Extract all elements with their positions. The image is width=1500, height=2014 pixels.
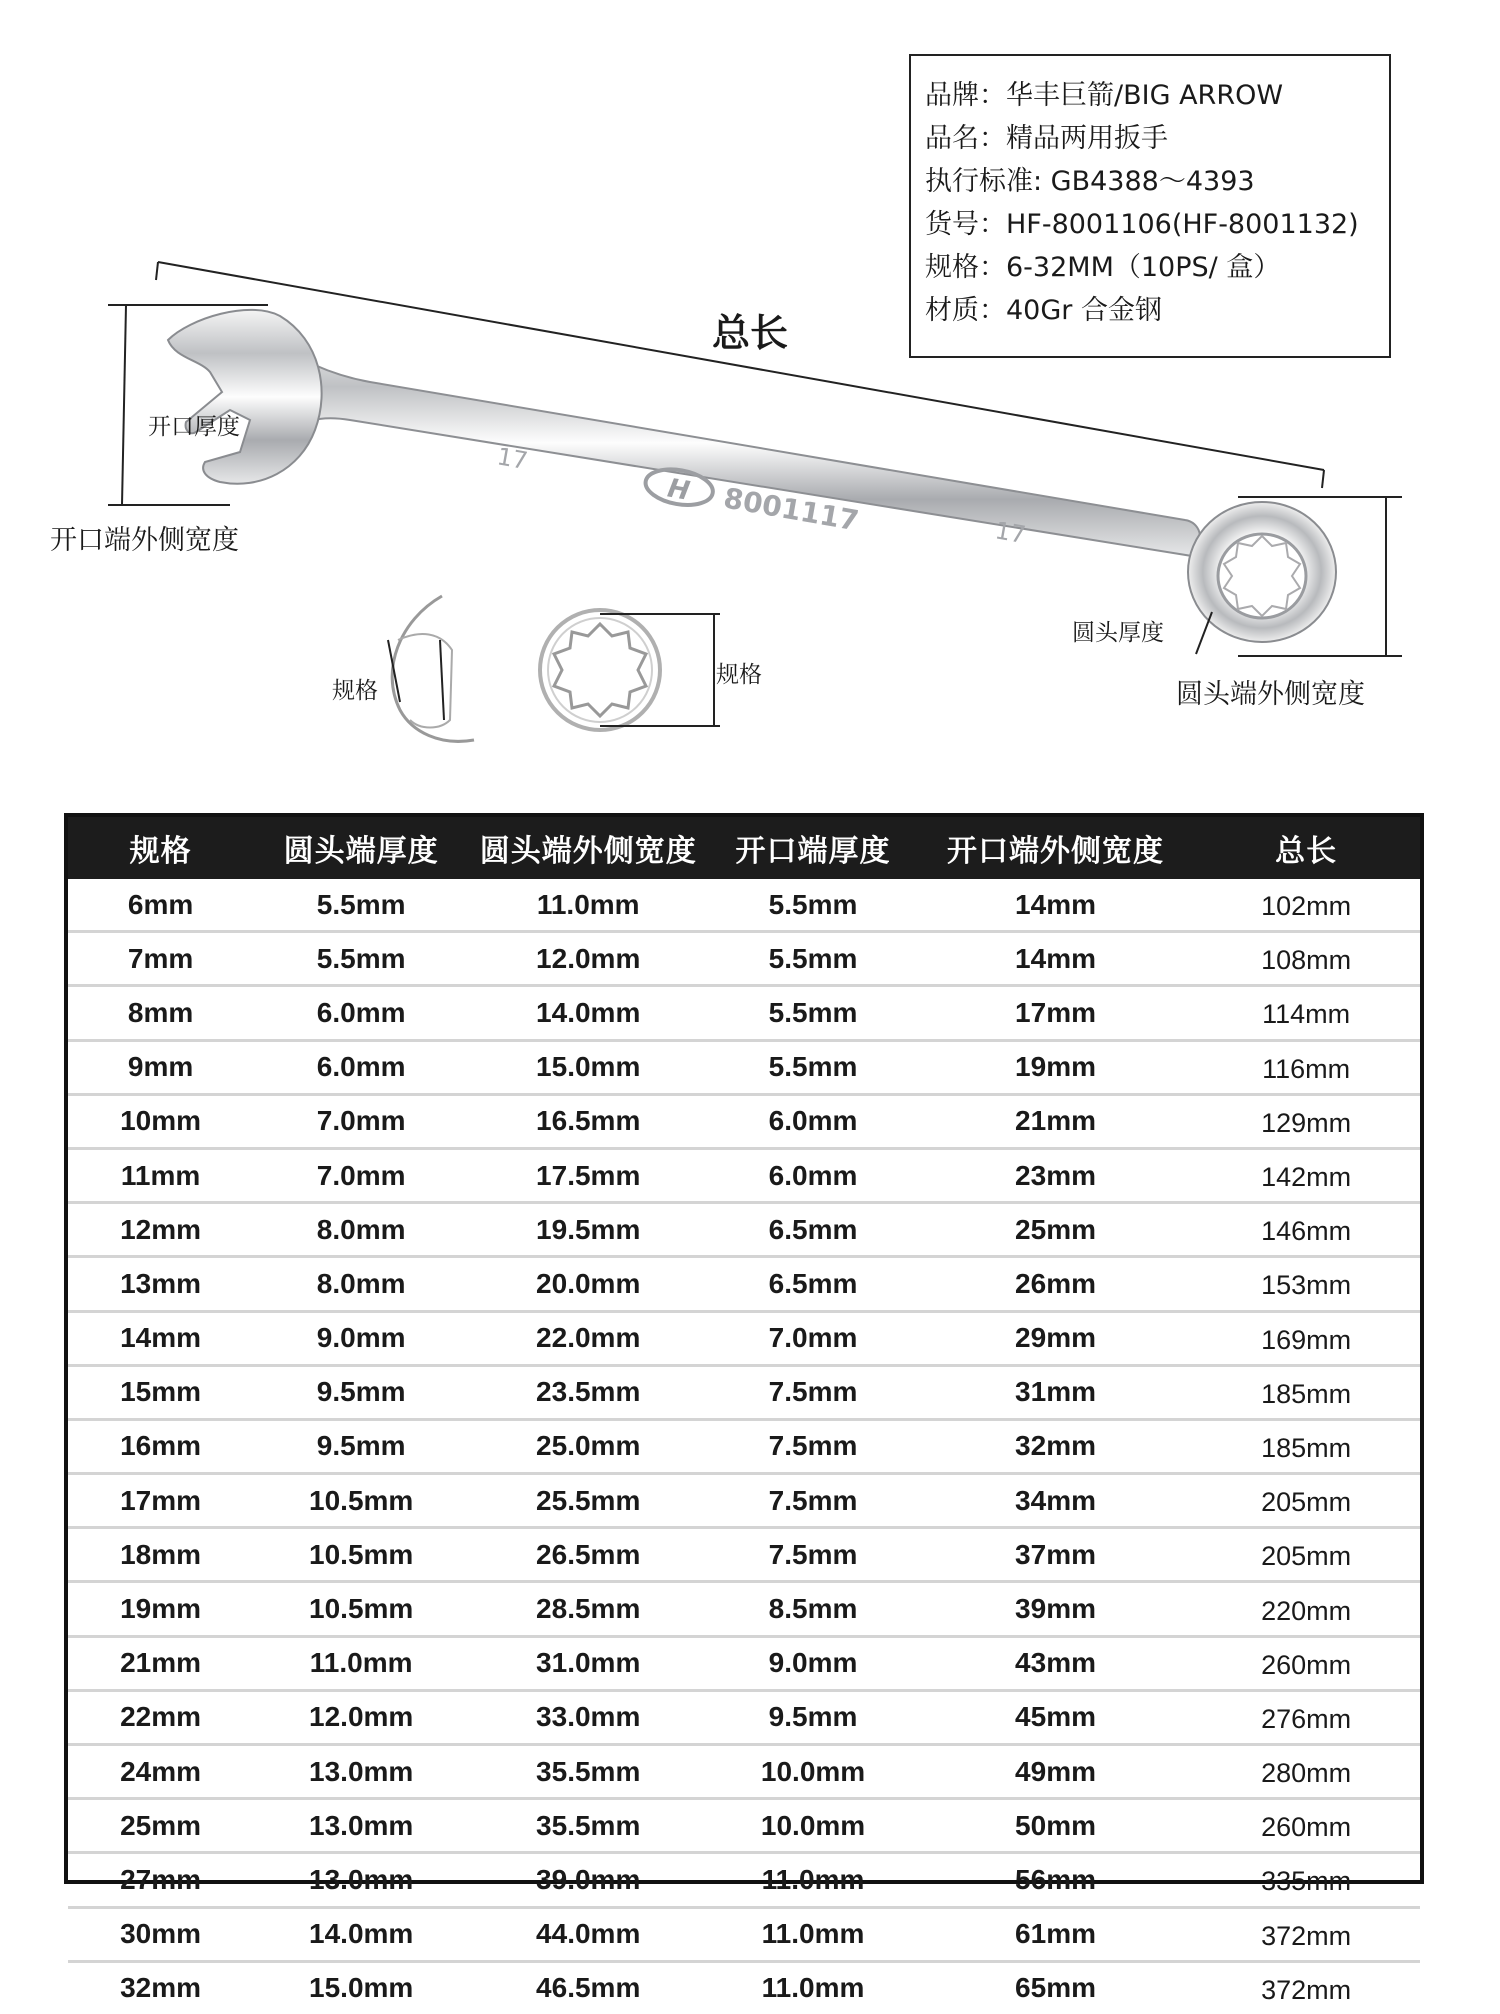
cell-ring-thickness: 12.0mm bbox=[253, 1690, 469, 1744]
info-standard: 执行标准: GB4388～4393 bbox=[925, 166, 1255, 197]
cell-ring-thickness: 5.5mm bbox=[253, 879, 469, 932]
cell-open-thickness: 6.5mm bbox=[707, 1257, 919, 1311]
table-row bbox=[68, 1257, 1420, 1311]
cell-ring-thickness: 13.0mm bbox=[253, 1853, 469, 1907]
cell-total-length: 335mm bbox=[1192, 1853, 1420, 1907]
table-row bbox=[68, 1365, 1420, 1419]
cell-open-thickness: 5.5mm bbox=[707, 1040, 919, 1094]
header-ring-thickness: 圆头端厚度 bbox=[253, 817, 469, 879]
cell-spec: 32mm bbox=[120, 1972, 202, 2004]
cell-ring-width: 26.5mm bbox=[469, 1528, 707, 1582]
cell-spec: 19mm bbox=[68, 1582, 253, 1636]
cell-total-length: 102mm bbox=[1192, 879, 1420, 932]
cell-total-length: 169mm bbox=[1192, 1311, 1420, 1365]
table-row bbox=[68, 1203, 1420, 1257]
cell-open-width: 37mm bbox=[919, 1528, 1192, 1582]
twelve-point-ring-icon bbox=[540, 610, 720, 730]
cell-ring-width: 23.5mm bbox=[469, 1365, 707, 1419]
cell-total-length: 129mm bbox=[1192, 1094, 1420, 1148]
stamp-size-right: 17 bbox=[992, 516, 1028, 550]
table-row bbox=[68, 1094, 1420, 1148]
cell-open-width: 29mm bbox=[919, 1311, 1192, 1365]
cell-ring-thickness: 10.5mm bbox=[253, 1528, 469, 1582]
cell-ring-thickness: 10.5mm bbox=[253, 1474, 469, 1528]
info-name: 品名：精品两用扳手 bbox=[925, 123, 1168, 154]
total-length-label: 总长 bbox=[712, 311, 789, 355]
cell-ring-thickness: 10.5mm bbox=[253, 1582, 469, 1636]
cell-open-thickness: 5.5mm bbox=[707, 986, 919, 1040]
cell-ring-width: 35.5mm bbox=[469, 1799, 707, 1853]
cell-total-length: 260mm bbox=[1192, 1636, 1420, 1690]
cell-open-thickness: 6.0mm bbox=[707, 1094, 919, 1148]
ring-thickness-label: 圆头厚度 bbox=[1072, 620, 1164, 646]
cell-ring-width: 31.0mm bbox=[469, 1636, 707, 1690]
header-total-length: 总长 bbox=[1192, 817, 1420, 879]
cell-spec: 16mm bbox=[68, 1419, 253, 1473]
cell-spec: 12mm bbox=[68, 1203, 253, 1257]
open-jaw-icon bbox=[388, 596, 474, 741]
cell-ring-thickness: 13.0mm bbox=[253, 1799, 469, 1853]
cell-ring-width: 25.5mm bbox=[469, 1474, 707, 1528]
cell-ring-thickness: 9.5mm bbox=[253, 1365, 469, 1419]
cell-open-width: 61mm bbox=[919, 1907, 1192, 1961]
table-row bbox=[68, 1311, 1420, 1365]
cell-spec: 24mm bbox=[68, 1745, 253, 1799]
cell-open-width: 49mm bbox=[919, 1745, 1192, 1799]
table-header-row bbox=[68, 817, 1420, 879]
table-row bbox=[68, 1961, 1420, 2014]
cell-total-length: 146mm bbox=[1192, 1203, 1420, 1257]
cell-spec: 13mm bbox=[68, 1257, 253, 1311]
info-item-no: 货号：HF-8001106(HF-8001132) bbox=[925, 209, 1359, 240]
cell-total-length: 116mm bbox=[1192, 1040, 1420, 1094]
table-row bbox=[68, 1853, 1420, 1907]
cell-open-width: 31mm bbox=[919, 1365, 1192, 1419]
cell-open-thickness: 7.5mm bbox=[707, 1474, 919, 1528]
cell-open-width: 17mm bbox=[919, 986, 1192, 1040]
cell-total-length: 372mm bbox=[1192, 1907, 1420, 1961]
cell-spec: 17mm bbox=[68, 1474, 253, 1528]
open-thickness-label: 开口厚度 bbox=[148, 414, 240, 440]
cell-open-thickness: 8.5mm bbox=[707, 1582, 919, 1636]
cell-spec: 18mm bbox=[68, 1528, 253, 1582]
cell-open-width: 14mm bbox=[919, 932, 1192, 986]
cell-open-width: 32mm bbox=[919, 1419, 1192, 1473]
ring-thickness-pointer bbox=[1196, 612, 1212, 654]
cell-total-length: 185mm bbox=[1192, 1365, 1420, 1419]
cell-total-length: 185mm bbox=[1192, 1419, 1420, 1473]
cell-open-thickness: 7.5mm bbox=[707, 1419, 919, 1473]
spec-label-ring: 规格 bbox=[716, 662, 762, 688]
ring-end-width-label: 圆头端外侧宽度 bbox=[1176, 679, 1365, 710]
cell-spec: 21mm bbox=[68, 1636, 253, 1690]
cell-ring-thickness: 8.0mm bbox=[253, 1257, 469, 1311]
cell-ring-width: 11.0mm bbox=[469, 879, 707, 932]
info-brand: 品牌：华丰巨箭/BIG ARROW bbox=[925, 80, 1284, 111]
cell-total-length: 114mm bbox=[1192, 986, 1420, 1040]
cell-open-thickness: 11.0mm bbox=[761, 1972, 865, 2004]
table-row bbox=[68, 1745, 1420, 1799]
cell-open-thickness: 7.0mm bbox=[707, 1311, 919, 1365]
table-row bbox=[68, 1419, 1420, 1473]
table-row bbox=[68, 1636, 1420, 1690]
table-row bbox=[68, 1690, 1420, 1744]
cell-total-length: 260mm bbox=[1192, 1799, 1420, 1853]
cell-ring-width: 35.5mm bbox=[469, 1745, 707, 1799]
cell-spec: 22mm bbox=[68, 1690, 253, 1744]
cell-ring-width: 17.5mm bbox=[469, 1148, 707, 1202]
spec-table-container bbox=[64, 813, 1424, 2005]
cell-spec: 30mm bbox=[68, 1907, 253, 1961]
cell-open-thickness: 5.5mm bbox=[707, 879, 919, 932]
info-spec: 规格：6-32MM（10PS/ 盒） bbox=[925, 252, 1281, 283]
table-row bbox=[68, 1528, 1420, 1582]
cell-ring-thickness: 6.0mm bbox=[253, 1040, 469, 1094]
cell-spec: 15mm bbox=[68, 1365, 253, 1419]
cell-spec: 6mm bbox=[68, 879, 253, 932]
product-info-box bbox=[909, 54, 1391, 358]
cell-open-thickness: 9.0mm bbox=[707, 1636, 919, 1690]
cell-open-thickness: 5.5mm bbox=[707, 932, 919, 986]
cell-open-width: 23mm bbox=[919, 1148, 1192, 1202]
cell-spec: 9mm bbox=[68, 1040, 253, 1094]
table-row bbox=[68, 1799, 1420, 1853]
table-row bbox=[68, 986, 1420, 1040]
cell-total-length: 205mm bbox=[1192, 1474, 1420, 1528]
cell-total-length: 108mm bbox=[1192, 932, 1420, 986]
stamp-size-left: 17 bbox=[494, 442, 530, 476]
cell-ring-thickness: 7.0mm bbox=[253, 1148, 469, 1202]
cell-open-width: 45mm bbox=[919, 1690, 1192, 1744]
cell-spec: 14mm bbox=[68, 1311, 253, 1365]
cell-open-thickness: 6.5mm bbox=[707, 1203, 919, 1257]
cell-spec: 27mm bbox=[68, 1853, 253, 1907]
cell-open-thickness: 11.0mm bbox=[707, 1853, 919, 1907]
cell-open-thickness: 10.0mm bbox=[707, 1799, 919, 1853]
spec-table bbox=[68, 817, 1420, 2014]
cell-ring-thickness: 6.0mm bbox=[253, 986, 469, 1040]
cell-ring-thickness: 11.0mm bbox=[253, 1636, 469, 1690]
cell-ring-thickness: 9.5mm bbox=[253, 1419, 469, 1473]
cell-spec: 10mm bbox=[68, 1094, 253, 1148]
cell-ring-thickness: 9.0mm bbox=[253, 1311, 469, 1365]
table-row bbox=[68, 1907, 1420, 1961]
cell-total-length: 220mm bbox=[1192, 1582, 1420, 1636]
cell-open-thickness: 11.0mm bbox=[707, 1907, 919, 1961]
table-row bbox=[68, 879, 1420, 932]
cell-open-thickness: 9.5mm bbox=[707, 1690, 919, 1744]
cell-ring-width: 16.5mm bbox=[469, 1094, 707, 1148]
header-spec: 规格 bbox=[68, 817, 253, 879]
cell-open-thickness: 7.5mm bbox=[707, 1365, 919, 1419]
cell-spec: 7mm bbox=[68, 932, 253, 986]
info-material: 材质：40Gr 合金钢 bbox=[925, 295, 1162, 326]
cell-spec: 11mm bbox=[68, 1148, 253, 1202]
cell-ring-thickness: 8.0mm bbox=[253, 1203, 469, 1257]
cell-ring-width: 20.0mm bbox=[469, 1257, 707, 1311]
open-end-width-label: 开口端外侧宽度 bbox=[50, 525, 239, 556]
cell-open-width: 34mm bbox=[919, 1474, 1192, 1528]
cell-ring-width: 33.0mm bbox=[469, 1690, 707, 1744]
header-ring-width: 圆头端外侧宽度 bbox=[469, 817, 707, 879]
cell-ring-thickness: 14.0mm bbox=[253, 1907, 469, 1961]
header-open-width: 开口端外侧宽度 bbox=[919, 817, 1192, 879]
cell-ring-thickness: 13.0mm bbox=[253, 1745, 469, 1799]
cell-ring-width: 28.5mm bbox=[469, 1582, 707, 1636]
table-row bbox=[68, 1148, 1420, 1202]
spec-label-open: 规格 bbox=[332, 678, 378, 704]
cell-ring-width: 12.0mm bbox=[469, 932, 707, 986]
cell-total-length: 276mm bbox=[1192, 1690, 1420, 1744]
header-open-thickness: 开口端厚度 bbox=[707, 817, 919, 879]
cell-open-width: 56mm bbox=[919, 1853, 1192, 1907]
cell-open-thickness: 6.0mm bbox=[707, 1148, 919, 1202]
table-row bbox=[68, 1040, 1420, 1094]
cell-ring-width: 19.5mm bbox=[469, 1203, 707, 1257]
cell-open-thickness: 10.0mm bbox=[707, 1745, 919, 1799]
cell-ring-width: 14.0mm bbox=[469, 986, 707, 1040]
cell-ring-thickness: 15.0mm bbox=[309, 1972, 414, 2004]
cell-ring-thickness: 5.5mm bbox=[253, 932, 469, 986]
cell-ring-thickness: 7.0mm bbox=[253, 1094, 469, 1148]
table-row bbox=[68, 932, 1420, 986]
cell-ring-width: 46.5mm bbox=[536, 1972, 641, 2004]
cell-open-width: 43mm bbox=[919, 1636, 1192, 1690]
cell-open-width: 19mm bbox=[919, 1040, 1192, 1094]
cell-spec: 25mm bbox=[68, 1799, 253, 1853]
cell-open-width: 26mm bbox=[919, 1257, 1192, 1311]
cell-total-length: 142mm bbox=[1192, 1148, 1420, 1202]
cell-open-thickness: 7.5mm bbox=[707, 1528, 919, 1582]
cell-open-width: 50mm bbox=[919, 1799, 1192, 1853]
cell-open-width: 25mm bbox=[919, 1203, 1192, 1257]
table-body bbox=[68, 879, 1420, 2014]
table-row bbox=[68, 1474, 1420, 1528]
cell-ring-width: 22.0mm bbox=[469, 1311, 707, 1365]
cell-open-width: 39mm bbox=[919, 1582, 1192, 1636]
combination-wrench-icon bbox=[168, 310, 1336, 642]
cell-ring-width: 44.0mm bbox=[469, 1907, 707, 1961]
cell-total-length: 280mm bbox=[1192, 1745, 1420, 1799]
cell-open-width: 21mm bbox=[919, 1094, 1192, 1148]
cell-total-length: 372mm bbox=[1261, 1974, 1352, 2005]
table-row bbox=[68, 1582, 1420, 1636]
cell-total-length: 153mm bbox=[1192, 1257, 1420, 1311]
stamp-code: 8001117 bbox=[721, 481, 862, 538]
cell-ring-width: 25.0mm bbox=[469, 1419, 707, 1473]
cell-ring-width: 15.0mm bbox=[469, 1040, 707, 1094]
cell-spec: 8mm bbox=[68, 986, 253, 1040]
stamp-logo: H bbox=[665, 473, 692, 507]
cell-open-width: 14mm bbox=[919, 879, 1192, 932]
cell-open-width: 65mm bbox=[1015, 1972, 1096, 2004]
cell-ring-width: 39.0mm bbox=[469, 1853, 707, 1907]
cell-total-length: 205mm bbox=[1192, 1528, 1420, 1582]
